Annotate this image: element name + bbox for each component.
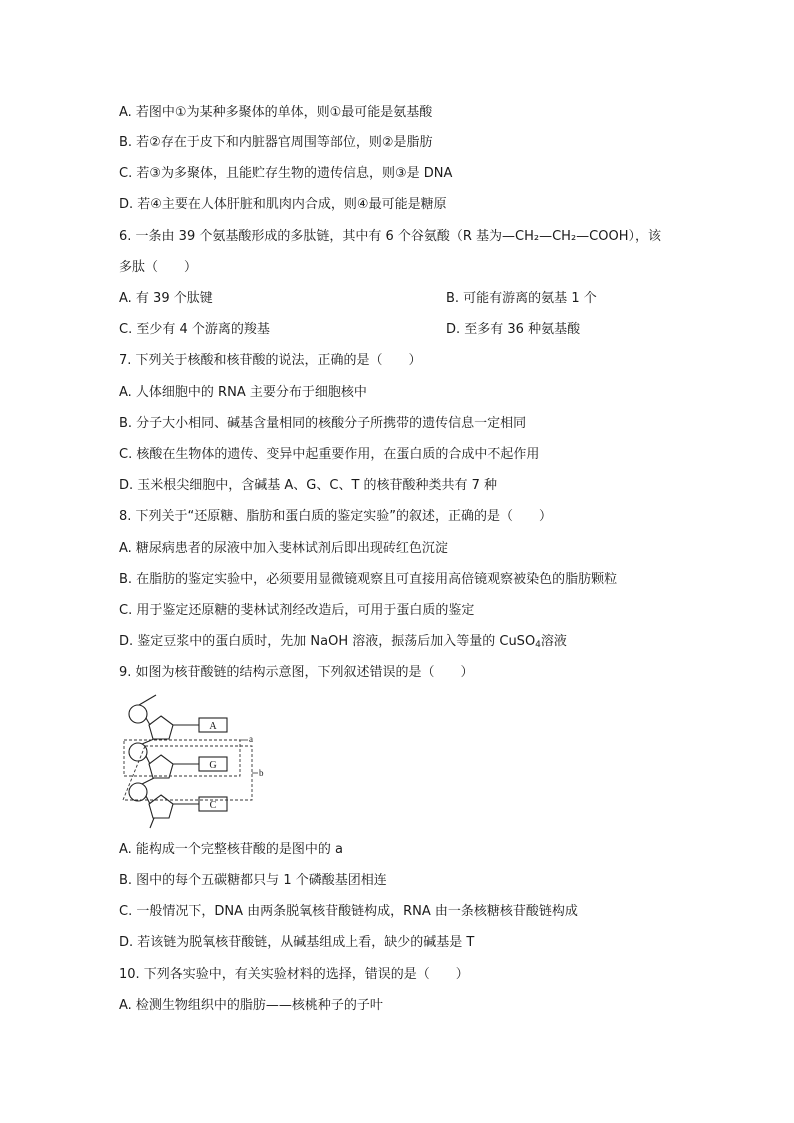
q10-stem: 10. 下列各实验中，有关实验材料的选择，错误的是（ ） (119, 967, 469, 982)
nucleotide-chain-diagram (119, 694, 279, 834)
phosphate-2 (129, 743, 147, 761)
q7-option-b: B. 分子大小相同、碱基含量相同的核酸分子所携带的遗传信息一定相同 (119, 416, 527, 431)
q9-option-d: D. 若该链为脱氧核苷酸链，从碱基组成上看，缺少的碱基是 T (119, 935, 475, 950)
bracket-box-b (123, 746, 252, 800)
q6-option-b: B. 可能有游离的氨基 1 个 (446, 291, 597, 306)
q5-option-d: D. 若④主要在人体肝脏和肌肉内合成，则④最可能是糖原 (119, 197, 447, 212)
q8-option-d-text: D. 鉴定豆浆中的蛋白质时，先加 NaOH 溶液，振荡后加入等量的 CuSO (119, 634, 536, 649)
q6-option-c: C. 至少有 4 个游离的羧基 (119, 322, 270, 337)
q8-option-c: C. 用于鉴定还原糖的斐林试剂经改造后，可用于蛋白质的鉴定 (119, 603, 475, 618)
bracket-label-a: a (249, 734, 253, 744)
q8-option-d-tail: 溶液 (540, 634, 567, 649)
q9-option-b: B. 图中的每个五碳糖都只与 1 个磷酸基团相连 (119, 873, 387, 888)
pentose-3 (149, 795, 173, 818)
chain-bottom-stub (150, 818, 154, 828)
q8-option-b: B. 在脂肪的鉴定实验中，必须要用显微镜观察且可直接用高倍镜观察被染色的脂肪颗粒 (119, 572, 618, 587)
q6-option-a: A. 有 39 个肽键 (119, 291, 213, 306)
q7-option-d: D. 玉米根尖细胞中，含碱基 A、G、C、T 的核苷酸种类共有 7 种 (119, 478, 498, 493)
q9-option-c: C. 一般情况下，DNA 由两条脱氧核苷酸链构成，RNA 由一条核糖核苷酸链构成 (119, 904, 578, 919)
q8-stem: 8. 下列关于“还原糖、脂肪和蛋白质的鉴定实验”的叙述，正确的是（ ） (119, 509, 553, 524)
q5-option-a: A. 若图中①为某种多聚体的单体，则①最可能是氨基酸 (119, 105, 433, 120)
q6-stem-line2: 多肽（ ） (119, 260, 198, 275)
q7-stem: 7. 下列关于核酸和核苷酸的说法，正确的是（ ） (119, 353, 422, 368)
q9-stem: 9. 如图为核苷酸链的结构示意图，下列叙述错误的是（ ） (119, 665, 474, 680)
q5-option-c: C. 若③为多聚体，且能贮存生物的遗传信息，则③是 DNA (119, 166, 453, 181)
pentose-1 (149, 716, 173, 739)
q7-option-a: A. 人体细胞中的 RNA 主要分布于细胞核中 (119, 385, 367, 400)
base-label-3: C (209, 800, 217, 811)
q8-option-d (119, 633, 567, 651)
base-label-1: A (209, 721, 217, 732)
q8-option-a: A. 糖尿病患者的尿液中加入斐林试剂后即出现砖红色沉淀 (119, 541, 448, 556)
q10-option-a: A. 检测生物组织中的脂肪——核桃种子的子叶 (119, 998, 383, 1013)
phosphate-1 (129, 705, 147, 723)
q6-stem-line1: 6. 一条由 39 个氨基酸形成的多肽链，其中有 6 个谷氨酸（R 基为—CH₂—CH₂—COOH），该 (119, 229, 661, 244)
q6-option-d: D. 至多有 36 种氨基酸 (446, 322, 581, 337)
q9-option-a: A. 能构成一个完整核苷酸的是图中的 a (119, 842, 344, 857)
base-label-2: G (209, 760, 217, 771)
chain-top-stub (139, 695, 156, 705)
bracket-label-b: b (259, 768, 264, 778)
pentose-2 (149, 755, 173, 778)
q8-option-d-subscript: 4 (535, 640, 541, 650)
q5-option-b: B. 若②存在于皮下和内脏器官周围等部位，则②是脂肪 (119, 135, 433, 150)
phosphate-3 (129, 783, 147, 801)
q7-option-c: C. 核酸在生物体的遗传、变异中起重要作用，在蛋白质的合成中不起作用 (119, 447, 540, 462)
